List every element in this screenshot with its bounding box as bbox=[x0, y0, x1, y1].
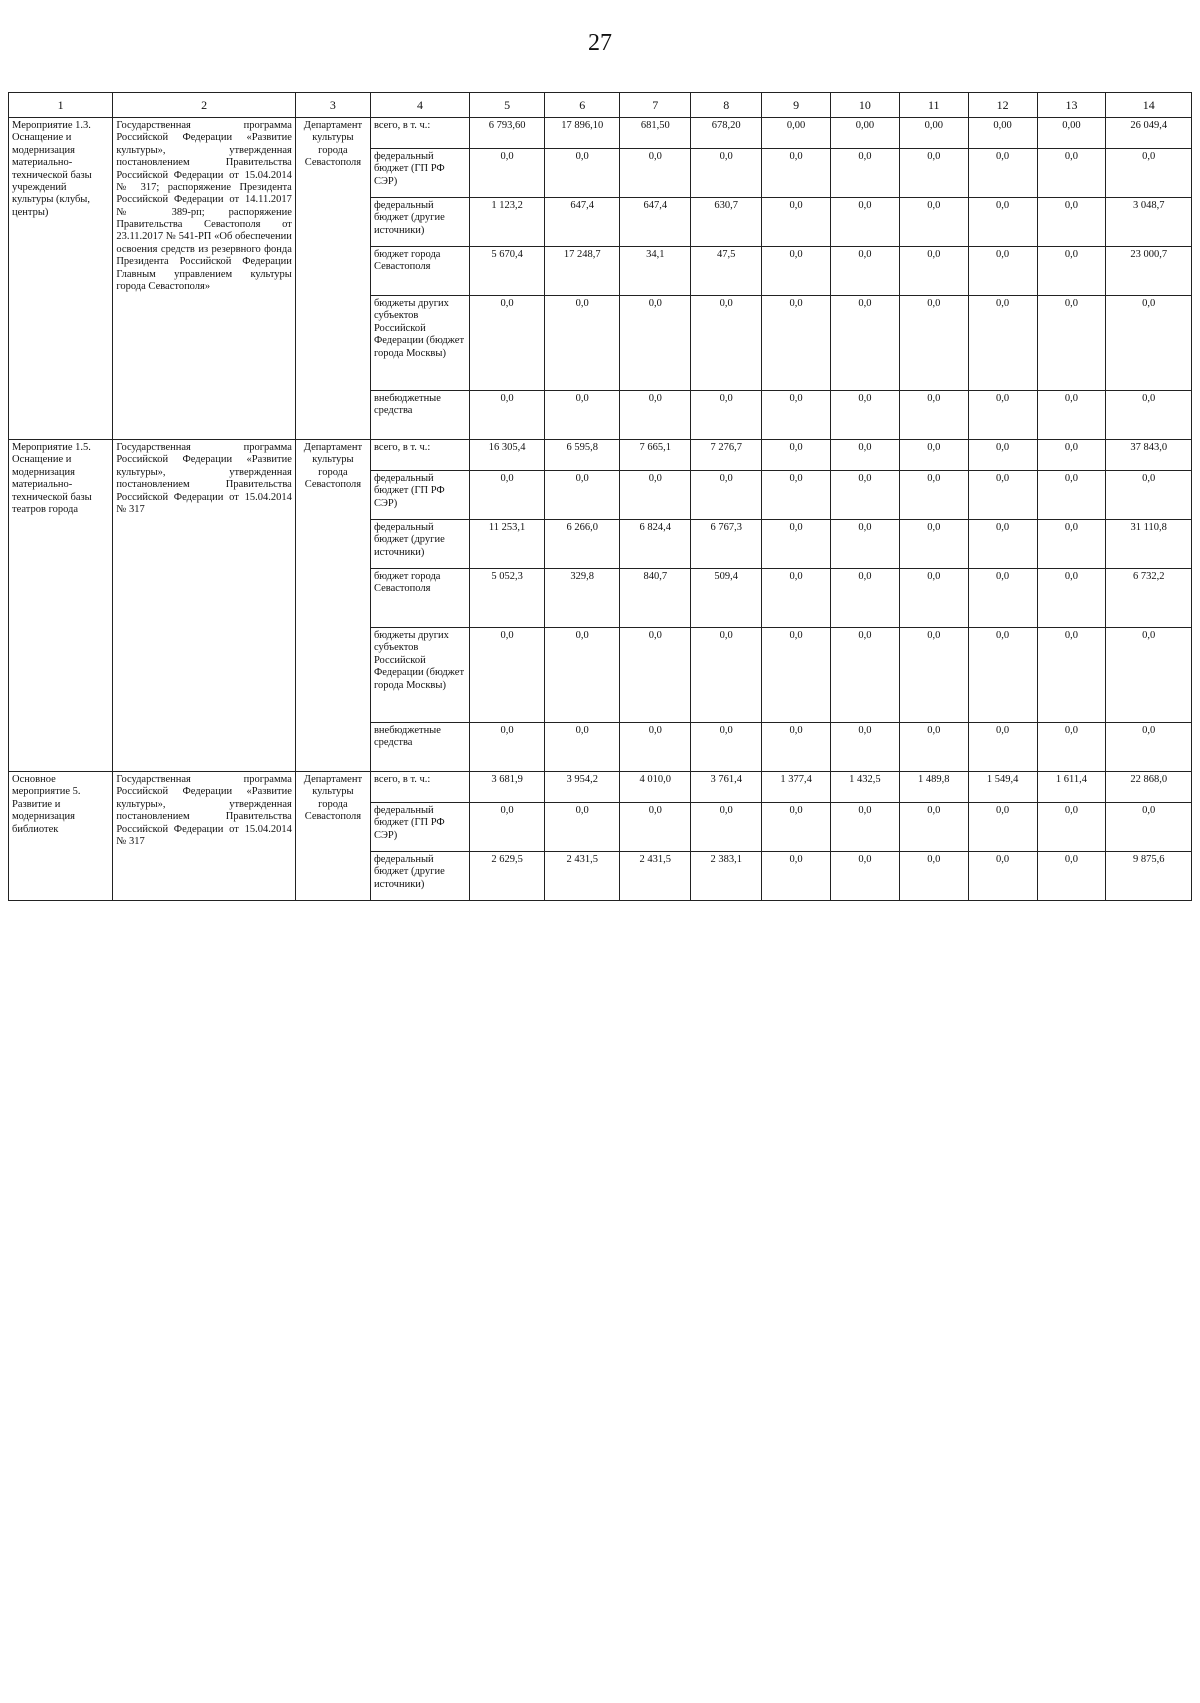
value-cell: 1 432,5 bbox=[831, 772, 900, 803]
value-cell: 0,00 bbox=[831, 118, 900, 149]
column-number: 13 bbox=[1037, 93, 1106, 118]
funding-source-cell: всего, в т. ч.: bbox=[370, 772, 469, 803]
value-cell: 0,0 bbox=[762, 723, 831, 772]
value-cell: 647,4 bbox=[545, 198, 620, 247]
value-cell: 0,0 bbox=[899, 852, 968, 901]
value-cell: 0,0 bbox=[1037, 471, 1106, 520]
value-cell: 0,0 bbox=[968, 520, 1037, 569]
value-cell: 22 868,0 bbox=[1106, 772, 1192, 803]
value-cell: 0,0 bbox=[620, 628, 691, 723]
value-cell: 0,0 bbox=[1037, 569, 1106, 628]
value-cell: 0,0 bbox=[968, 569, 1037, 628]
column-number: 2 bbox=[113, 93, 296, 118]
value-cell: 2 431,5 bbox=[620, 852, 691, 901]
value-cell: 0,0 bbox=[831, 628, 900, 723]
value-cell: 0,0 bbox=[899, 149, 968, 198]
value-cell: 0,0 bbox=[545, 149, 620, 198]
column-number-row bbox=[9, 93, 1192, 118]
value-cell: 0,0 bbox=[691, 149, 762, 198]
value-cell: 16 305,4 bbox=[470, 440, 545, 471]
value-cell: 0,0 bbox=[762, 628, 831, 723]
value-cell: 0,0 bbox=[831, 852, 900, 901]
value-cell: 3 761,4 bbox=[691, 772, 762, 803]
value-cell: 3 954,2 bbox=[545, 772, 620, 803]
value-cell: 0,0 bbox=[470, 471, 545, 520]
column-number: 11 bbox=[899, 93, 968, 118]
value-cell: 840,7 bbox=[620, 569, 691, 628]
value-cell: 0,0 bbox=[1037, 803, 1106, 852]
funding-source-cell: внебюджетные средства bbox=[370, 723, 469, 772]
value-cell: 7 276,7 bbox=[691, 440, 762, 471]
value-cell: 329,8 bbox=[545, 569, 620, 628]
value-cell: 0,0 bbox=[831, 247, 900, 296]
column-number: 7 bbox=[620, 93, 691, 118]
value-cell: 1 377,4 bbox=[762, 772, 831, 803]
value-cell: 0,0 bbox=[1037, 723, 1106, 772]
value-cell: 0,0 bbox=[762, 149, 831, 198]
value-cell: 6 266,0 bbox=[545, 520, 620, 569]
value-cell: 1 489,8 bbox=[899, 772, 968, 803]
value-cell: 0,0 bbox=[545, 296, 620, 391]
funding-source-cell: федеральный бюджет (ГП РФ СЭР) bbox=[370, 471, 469, 520]
value-cell: 0,0 bbox=[968, 247, 1037, 296]
funding-source-cell: федеральный бюджет (другие источники) bbox=[370, 520, 469, 569]
value-cell: 2 383,1 bbox=[691, 852, 762, 901]
value-cell: 0,0 bbox=[470, 296, 545, 391]
value-cell: 0,0 bbox=[762, 520, 831, 569]
value-cell: 6 732,2 bbox=[1106, 569, 1192, 628]
column-number: 8 bbox=[691, 93, 762, 118]
value-cell: 0,0 bbox=[968, 149, 1037, 198]
value-cell: 0,0 bbox=[1106, 149, 1192, 198]
value-cell: 0,0 bbox=[762, 247, 831, 296]
value-cell: 0,0 bbox=[831, 149, 900, 198]
value-cell: 0,0 bbox=[691, 296, 762, 391]
value-cell: 0,0 bbox=[899, 628, 968, 723]
value-cell: 0,0 bbox=[691, 803, 762, 852]
value-cell: 0,0 bbox=[831, 198, 900, 247]
value-cell: 0,0 bbox=[470, 723, 545, 772]
funding-source-cell: федеральный бюджет (другие источники) bbox=[370, 198, 469, 247]
value-cell: 0,0 bbox=[762, 296, 831, 391]
value-cell: 0,0 bbox=[831, 391, 900, 440]
value-cell: 0,0 bbox=[620, 723, 691, 772]
value-cell: 681,50 bbox=[620, 118, 691, 149]
value-cell: 0,0 bbox=[968, 440, 1037, 471]
value-cell: 0,0 bbox=[899, 569, 968, 628]
value-cell: 0,0 bbox=[968, 723, 1037, 772]
funding-source-cell: федеральный бюджет (ГП РФ СЭР) bbox=[370, 803, 469, 852]
value-cell: 0,0 bbox=[762, 569, 831, 628]
value-cell: 0,0 bbox=[691, 391, 762, 440]
column-number: 10 bbox=[831, 93, 900, 118]
legal-basis-cell: Государственная программа Российской Федерации «Развитие культуры», утвержденная постановлением Правительства Российской Федерации от 15.04.2014 № 317 bbox=[113, 440, 296, 772]
budget-table bbox=[8, 92, 1192, 901]
value-cell: 0,0 bbox=[831, 803, 900, 852]
value-cell: 0,0 bbox=[1106, 723, 1192, 772]
column-number: 4 bbox=[370, 93, 469, 118]
value-cell: 0,0 bbox=[899, 247, 968, 296]
value-cell: 6 767,3 bbox=[691, 520, 762, 569]
value-cell: 6 595,8 bbox=[545, 440, 620, 471]
value-cell: 0,00 bbox=[1037, 118, 1106, 149]
value-cell: 0,0 bbox=[762, 198, 831, 247]
value-cell: 0,0 bbox=[831, 569, 900, 628]
value-cell: 6 824,4 bbox=[620, 520, 691, 569]
value-cell: 9 875,6 bbox=[1106, 852, 1192, 901]
value-cell: 23 000,7 bbox=[1106, 247, 1192, 296]
value-cell: 0,0 bbox=[1037, 852, 1106, 901]
value-cell: 0,0 bbox=[691, 471, 762, 520]
value-cell: 0,0 bbox=[899, 471, 968, 520]
value-cell: 0,0 bbox=[1106, 391, 1192, 440]
value-cell: 0,0 bbox=[762, 471, 831, 520]
executor-cell: Департамент культуры города Севастополя bbox=[295, 772, 370, 901]
value-cell: 0,0 bbox=[620, 149, 691, 198]
value-cell: 3 681,9 bbox=[470, 772, 545, 803]
value-cell: 0,0 bbox=[899, 803, 968, 852]
value-cell: 0,0 bbox=[691, 723, 762, 772]
value-cell: 17 896,10 bbox=[545, 118, 620, 149]
value-cell: 47,5 bbox=[691, 247, 762, 296]
value-cell: 0,0 bbox=[620, 296, 691, 391]
value-cell: 0,00 bbox=[762, 118, 831, 149]
value-cell: 37 843,0 bbox=[1106, 440, 1192, 471]
value-cell: 0,0 bbox=[545, 723, 620, 772]
value-cell: 0,0 bbox=[470, 628, 545, 723]
value-cell: 0,0 bbox=[470, 149, 545, 198]
value-cell: 0,0 bbox=[1037, 628, 1106, 723]
value-cell: 0,0 bbox=[899, 296, 968, 391]
value-cell: 0,0 bbox=[1106, 296, 1192, 391]
executor-cell: Департамент культуры города Севастополя bbox=[295, 118, 370, 440]
value-cell: 0,0 bbox=[1106, 471, 1192, 520]
value-cell: 0,0 bbox=[899, 198, 968, 247]
value-cell: 7 665,1 bbox=[620, 440, 691, 471]
value-cell: 0,0 bbox=[831, 440, 900, 471]
value-cell: 0,0 bbox=[620, 803, 691, 852]
column-number: 1 bbox=[9, 93, 113, 118]
value-cell: 0,0 bbox=[545, 628, 620, 723]
value-cell: 678,20 bbox=[691, 118, 762, 149]
value-cell: 0,0 bbox=[691, 628, 762, 723]
legal-basis-cell: Государственная программа Российской Федерации «Развитие культуры», утвержденная постановлением Правительства Российской Федерации от 15.04.2014 № 317 bbox=[113, 772, 296, 901]
value-cell: 0,00 bbox=[968, 118, 1037, 149]
funding-source-cell: федеральный бюджет (другие источники) bbox=[370, 852, 469, 901]
value-cell: 0,0 bbox=[968, 296, 1037, 391]
value-cell: 0,0 bbox=[470, 803, 545, 852]
funding-source-cell: бюджет города Севастополя bbox=[370, 569, 469, 628]
value-cell: 0,0 bbox=[545, 803, 620, 852]
value-cell: 0,0 bbox=[762, 803, 831, 852]
value-cell: 0,0 bbox=[831, 296, 900, 391]
column-number: 12 bbox=[968, 93, 1037, 118]
value-cell: 4 010,0 bbox=[620, 772, 691, 803]
value-cell: 0,0 bbox=[470, 391, 545, 440]
value-cell: 0,0 bbox=[1106, 628, 1192, 723]
page-number: 27 bbox=[588, 30, 612, 56]
value-cell: 0,0 bbox=[1037, 149, 1106, 198]
value-cell: 0,0 bbox=[831, 520, 900, 569]
funding-source-cell: бюджет города Севастополя bbox=[370, 247, 469, 296]
value-cell: 0,0 bbox=[968, 852, 1037, 901]
value-cell: 5 052,3 bbox=[470, 569, 545, 628]
value-cell: 0,0 bbox=[620, 391, 691, 440]
value-cell: 0,0 bbox=[1037, 198, 1106, 247]
table-row bbox=[9, 118, 1192, 149]
table-row bbox=[9, 440, 1192, 471]
table-row bbox=[9, 772, 1192, 803]
value-cell: 0,0 bbox=[545, 391, 620, 440]
value-cell: 0,0 bbox=[762, 391, 831, 440]
funding-source-cell: федеральный бюджет (ГП РФ СЭР) bbox=[370, 149, 469, 198]
value-cell: 3 048,7 bbox=[1106, 198, 1192, 247]
value-cell: 6 793,60 bbox=[470, 118, 545, 149]
funding-source-cell: бюджеты других субъектов Российской Федерации (бюджет города Москвы) bbox=[370, 296, 469, 391]
value-cell: 0,0 bbox=[968, 471, 1037, 520]
value-cell: 26 049,4 bbox=[1106, 118, 1192, 149]
value-cell: 0,0 bbox=[899, 723, 968, 772]
column-number: 3 bbox=[295, 93, 370, 118]
value-cell: 0,0 bbox=[831, 723, 900, 772]
legal-basis-cell: Государственная программа Российской Федерации «Развитие культуры», утвержденная постановлением Правительства Российской Федерации от 15.04.2014 № 317; распоряжение Президента Российской Федерации от 14.11.2017 № 389-рп; распоряжение Правительства Севастополя от 23.11.2017 № 541-РП «Об обеспечении освоения средств из резервного фонда Президента Российской Федерации Главным управлением культуры города Севастополя» bbox=[113, 118, 296, 440]
value-cell: 1 123,2 bbox=[470, 198, 545, 247]
funding-source-cell: внебюджетные средства bbox=[370, 391, 469, 440]
value-cell: 0,0 bbox=[968, 198, 1037, 247]
value-cell: 17 248,7 bbox=[545, 247, 620, 296]
value-cell: 0,0 bbox=[968, 628, 1037, 723]
value-cell: 34,1 bbox=[620, 247, 691, 296]
value-cell: 31 110,8 bbox=[1106, 520, 1192, 569]
value-cell: 11 253,1 bbox=[470, 520, 545, 569]
value-cell: 0,0 bbox=[1037, 391, 1106, 440]
value-cell: 1 611,4 bbox=[1037, 772, 1106, 803]
value-cell: 0,0 bbox=[968, 803, 1037, 852]
value-cell: 0,0 bbox=[1037, 247, 1106, 296]
value-cell: 2 629,5 bbox=[470, 852, 545, 901]
value-cell: 0,0 bbox=[545, 471, 620, 520]
column-number: 14 bbox=[1106, 93, 1192, 118]
funding-source-cell: всего, в т. ч.: bbox=[370, 118, 469, 149]
value-cell: 0,0 bbox=[1106, 803, 1192, 852]
value-cell: 647,4 bbox=[620, 198, 691, 247]
value-cell: 2 431,5 bbox=[545, 852, 620, 901]
value-cell: 1 549,4 bbox=[968, 772, 1037, 803]
measure-name-cell: Мероприятие 1.5. Оснащение и модернизация материально-технической базы театров города bbox=[9, 440, 113, 772]
funding-source-cell: бюджеты других субъектов Российской Федерации (бюджет города Москвы) bbox=[370, 628, 469, 723]
measure-name-cell: Основное мероприятие 5. Развитие и модернизация библиотек bbox=[9, 772, 113, 901]
value-cell: 0,0 bbox=[968, 391, 1037, 440]
value-cell: 0,00 bbox=[899, 118, 968, 149]
value-cell: 0,0 bbox=[899, 391, 968, 440]
value-cell: 509,4 bbox=[691, 569, 762, 628]
value-cell: 0,0 bbox=[762, 440, 831, 471]
value-cell: 0,0 bbox=[1037, 520, 1106, 569]
column-number: 6 bbox=[545, 93, 620, 118]
value-cell: 630,7 bbox=[691, 198, 762, 247]
value-cell: 0,0 bbox=[831, 471, 900, 520]
value-cell: 0,0 bbox=[1037, 440, 1106, 471]
measure-name-cell: Мероприятие 1.3. Оснащение и модернизация материально-технической базы учреждений культуры (клубы, центры) bbox=[9, 118, 113, 440]
value-cell: 0,0 bbox=[899, 440, 968, 471]
value-cell: 0,0 bbox=[620, 471, 691, 520]
column-number: 9 bbox=[762, 93, 831, 118]
value-cell: 0,0 bbox=[1037, 296, 1106, 391]
column-number: 5 bbox=[470, 93, 545, 118]
value-cell: 0,0 bbox=[762, 852, 831, 901]
executor-cell: Департамент культуры города Севастополя bbox=[295, 440, 370, 772]
value-cell: 5 670,4 bbox=[470, 247, 545, 296]
funding-source-cell: всего, в т. ч.: bbox=[370, 440, 469, 471]
value-cell: 0,0 bbox=[899, 520, 968, 569]
